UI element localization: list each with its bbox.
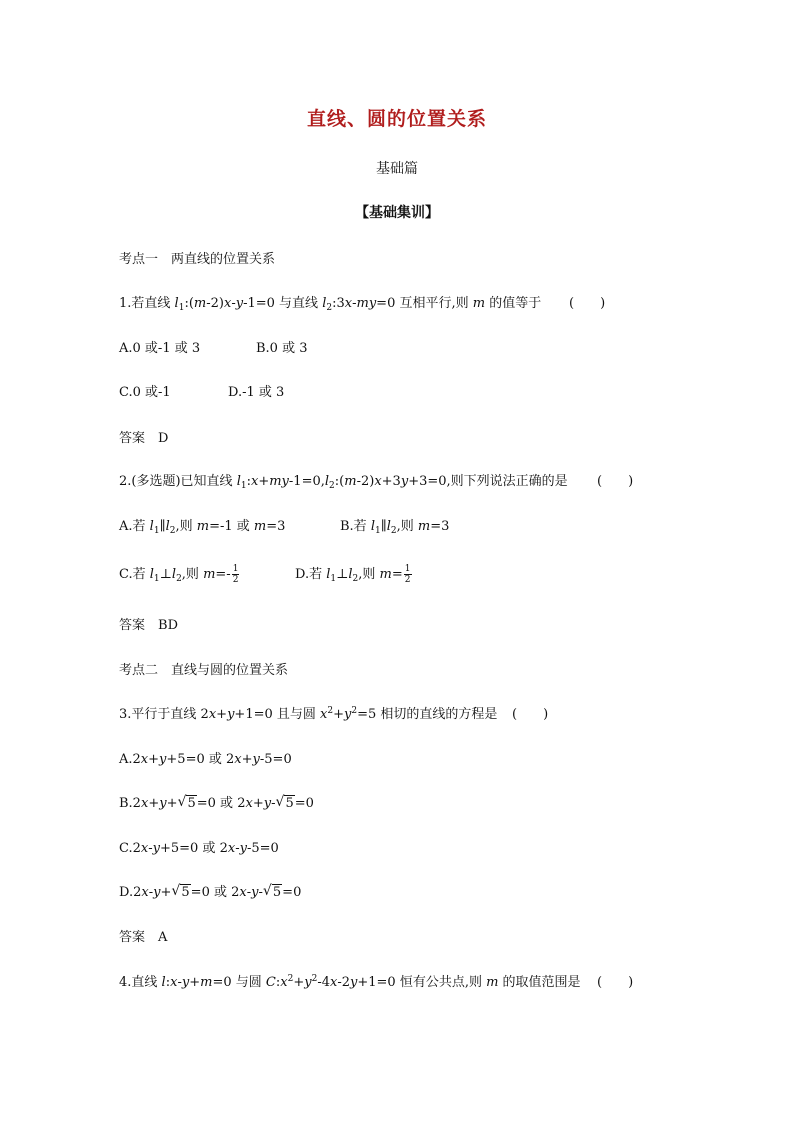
topic-heading-2: 考点二 直线与圆的位置关系 — [119, 663, 289, 678]
answer-parens: ( ) — [597, 474, 634, 489]
q3-answer: 答案 A — [119, 930, 168, 945]
q1-option-c: C.0 或-1 — [119, 385, 171, 400]
q2-option-b: B.若 $l_1\parallel l_2$,则 m=3 — [340, 519, 450, 536]
subtitle: 基础篇 — [376, 161, 418, 177]
answer-parens: ( ) — [597, 975, 634, 990]
q3-option-d: D.2x-y+√ 5=0 或 2x-y-√ 5=0 — [119, 881, 301, 900]
q1-option-d: D.-1 或 3 — [228, 385, 285, 400]
q1-option-a: A.0 或-1 或 3 — [119, 341, 201, 356]
q2-answer: 答案 BD — [119, 618, 179, 633]
answer-parens: ( ) — [512, 707, 549, 722]
question-3: 3.平行于直线 2x+y+1=0 且与圆 $x^2+y^2=5$ 相切的直线的方程是 — [119, 706, 498, 722]
question-1: 1.若直线 $l_1:(m-2)x-y-1=0$ 与直线 $l_2:3x-my=0$ 互相平行,则 m 的值等于 — [119, 296, 542, 313]
q2-option-a: A.若 $l_1\parallel l_2$,则 m=-1 或 m=3 — [119, 519, 286, 536]
q1-option-b: B.0 或 3 — [256, 341, 308, 356]
q2-option-c: C.若 $l_1\perp l_2$,则 m=- $\frac{1}{2}$ — [119, 564, 239, 585]
section-heading: 【基础集训】 — [355, 205, 439, 221]
answer-parens: ( ) — [569, 296, 606, 311]
q1-answer: 答案 D — [119, 431, 169, 446]
page-title: 直线、圆的位置关系 — [306, 108, 487, 130]
q3-option-b: B.2x+y+√ 5=0 或 2x+y-√ 5=0 — [119, 792, 314, 811]
question-4: 4.直线 l:x-y+m=0 与圆 $C:x^2+y^2-4x-2y+1=0$ 恒有公共点,则 m 的取值范围是 — [119, 974, 581, 990]
q3-option-c: C.2x-y+5=0 或 2x-y-5=0 — [119, 841, 279, 856]
topic-heading-1: 考点一 两直线的位置关系 — [119, 252, 276, 267]
q3-option-a: A.2x+y+5=0 或 2x+y-5=0 — [119, 752, 292, 767]
q2-option-d: D.若 $l_1\perp l_2$,则 m= $\frac{1}{2}$ — [295, 564, 411, 585]
question-2: 2.(多选题)已知直线 $l_1:x+my-1=0,l_2:(m-2)x+3y+3=0$,则下列说法正确的是 — [119, 474, 568, 491]
